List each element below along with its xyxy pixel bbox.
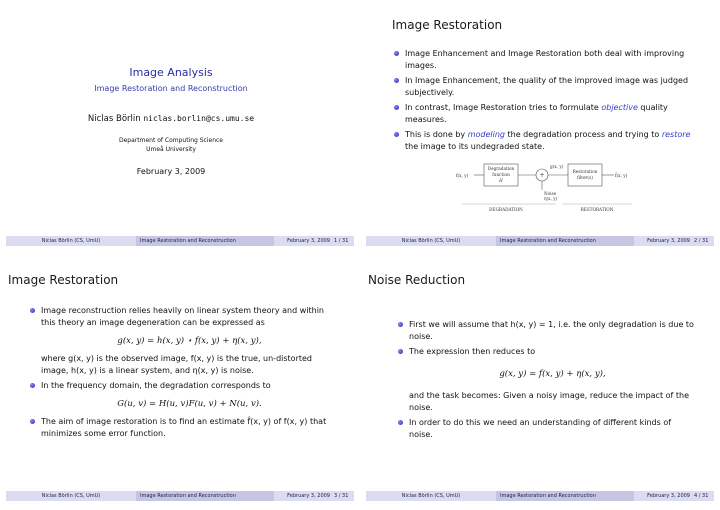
svg-text:H: H bbox=[499, 178, 503, 183]
institution bbox=[6, 136, 336, 154]
footer-topic: Image Restoration and Reconstruction bbox=[136, 236, 274, 246]
bullet-icon bbox=[398, 420, 403, 425]
bullet-icon bbox=[394, 132, 399, 137]
slide-title bbox=[6, 6, 354, 246]
degradation-label: DEGRADATION bbox=[489, 207, 523, 212]
bullet-icon bbox=[30, 383, 35, 388]
list-item: Image reconstruction relies heavily on linear system theory and within this theory an image degeneration can be expressed as g(x, y) = h(x, y) ⋆ f(x, y) + η(x, y), where g(x, y) is the observed image, f(x, y) is the true, un-distorted image, h(x, y) is a linear system, and η(x, y) is noise. bbox=[28, 305, 338, 377]
list-item: The expression then reduces to g(x, y) = f(x, y) + η(x, y), and the task becomes: Given a noisy image, reduce the impact of the noise. bbox=[396, 346, 696, 414]
presentation-title: Image Analysis bbox=[129, 66, 213, 79]
list-item: First we will assume that h(x, y) = 1, i.e. the only degradation is due to noise. bbox=[396, 319, 696, 343]
list-item: In the frequency domain, the degradation corresponds to G(u, v) = H(u, v)F(u, v) + N(u, v). bbox=[28, 380, 338, 410]
bullet-list bbox=[396, 319, 696, 444]
slide-image-restoration-intro bbox=[366, 6, 714, 246]
list-item: In Image Enhancement, the quality of the improved image was judged subjectively. bbox=[392, 75, 702, 99]
footer-author: Niclas Börlin (CS, UmU) bbox=[366, 236, 496, 246]
bullet-icon bbox=[398, 349, 403, 354]
restoration-label: RESTORATION bbox=[580, 207, 614, 212]
bullet-icon bbox=[394, 51, 399, 56]
equation: g(x, y) = f(x, y) + η(x, y), bbox=[499, 369, 606, 379]
footer-date: February 3, 2009 bbox=[634, 491, 694, 501]
svg-text:filter(s): filter(s) bbox=[577, 175, 593, 180]
diagram-input-label: f(x, y) bbox=[456, 173, 469, 178]
equation: g(x, y) = h(x, y) ⋆ f(x, y) + η(x, y), bbox=[117, 336, 262, 346]
list-item: In order to do this we need an understanding of different kinds of noise. bbox=[396, 417, 696, 441]
footer-author: Niclas Börlin (CS, UmU) bbox=[366, 491, 496, 501]
bullet-icon bbox=[30, 419, 35, 424]
footer-topic: Image Restoration and Reconstruction bbox=[496, 491, 634, 501]
svg-text:Noise: Noise bbox=[544, 191, 557, 196]
paragraph: where g(x, y) is the observed image, f(x, y) is the true, un-distorted image, h(x, y) is a linear system, and η(x, y) is noise. bbox=[41, 354, 312, 375]
svg-text:Restoration: Restoration bbox=[572, 169, 598, 174]
footer-date: February 3, 2009 bbox=[274, 491, 334, 501]
slide-footer bbox=[6, 491, 354, 501]
bullet-list bbox=[392, 48, 702, 156]
slide-footer bbox=[6, 236, 354, 246]
diagram-output-label: f̂(x, y) bbox=[615, 173, 628, 178]
svg-text:+: + bbox=[539, 172, 545, 179]
bullet-icon bbox=[394, 78, 399, 83]
list-item: The aim of image restoration is to find an estimate f̂(x, y) of f(x, y) that minimizes some error function. bbox=[28, 416, 338, 440]
paragraph: and the task becomes: Given a noisy image, reduce the impact of the noise. bbox=[409, 391, 690, 412]
department: Department of Computing Science bbox=[118, 137, 224, 144]
list-item: This is done by modeling the degradation process and trying to restore the image to its undegraded state. bbox=[392, 129, 702, 153]
footer-author: Niclas Börlin (CS, UmU) bbox=[6, 491, 136, 501]
footer-date: February 3, 2009 bbox=[274, 236, 334, 246]
footer-page: 1 / 31 bbox=[334, 236, 354, 246]
footer-page: 4 / 31 bbox=[694, 491, 714, 501]
presentation-date: February 3, 2009 bbox=[136, 167, 206, 176]
footer-author: Niclas Börlin (CS, UmU) bbox=[6, 236, 136, 246]
footer-page: 2 / 31 bbox=[694, 236, 714, 246]
author-line bbox=[6, 114, 336, 124]
footer-topic: Image Restoration and Reconstruction bbox=[496, 236, 634, 246]
slide-title: Image Restoration bbox=[392, 18, 503, 32]
university: Umeå University bbox=[146, 146, 196, 153]
slide-footer bbox=[366, 491, 714, 501]
slide-title: Image Restoration bbox=[8, 273, 119, 287]
equation: G(u, v) = H(u, v)F(u, v) + N(u, v). bbox=[117, 399, 262, 409]
author-name: Niclas Börlin bbox=[87, 114, 141, 124]
list-item: In contrast, Image Restoration tries to formulate objective quality measures. bbox=[392, 102, 702, 126]
diagram-g-label: g(x, y) bbox=[550, 164, 564, 169]
degradation-restoration-diagram bbox=[456, 156, 636, 214]
footer-page: 3 / 31 bbox=[334, 491, 354, 501]
list-item: Image Enhancement and Image Restoration both deal with improving images. bbox=[392, 48, 702, 72]
svg-text:function: function bbox=[492, 172, 510, 177]
bullet-list bbox=[28, 305, 338, 443]
svg-text:Degradation: Degradation bbox=[487, 166, 515, 171]
slide-footer bbox=[366, 236, 714, 246]
slide-noise-reduction bbox=[366, 261, 714, 501]
slide-image-restoration-model bbox=[6, 261, 354, 501]
svg-text:η(x, y): η(x, y) bbox=[544, 196, 558, 201]
footer-topic: Image Restoration and Reconstruction bbox=[136, 491, 274, 501]
bullet-icon bbox=[30, 308, 35, 313]
bullet-icon bbox=[394, 105, 399, 110]
slide-title: Noise Reduction bbox=[368, 273, 466, 287]
bullet-icon bbox=[398, 322, 403, 327]
presentation-subtitle: Image Restoration and Reconstruction bbox=[94, 84, 248, 93]
footer-date: February 3, 2009 bbox=[634, 236, 694, 246]
author-email: niclas.borlin@cs.umu.se bbox=[143, 114, 255, 123]
